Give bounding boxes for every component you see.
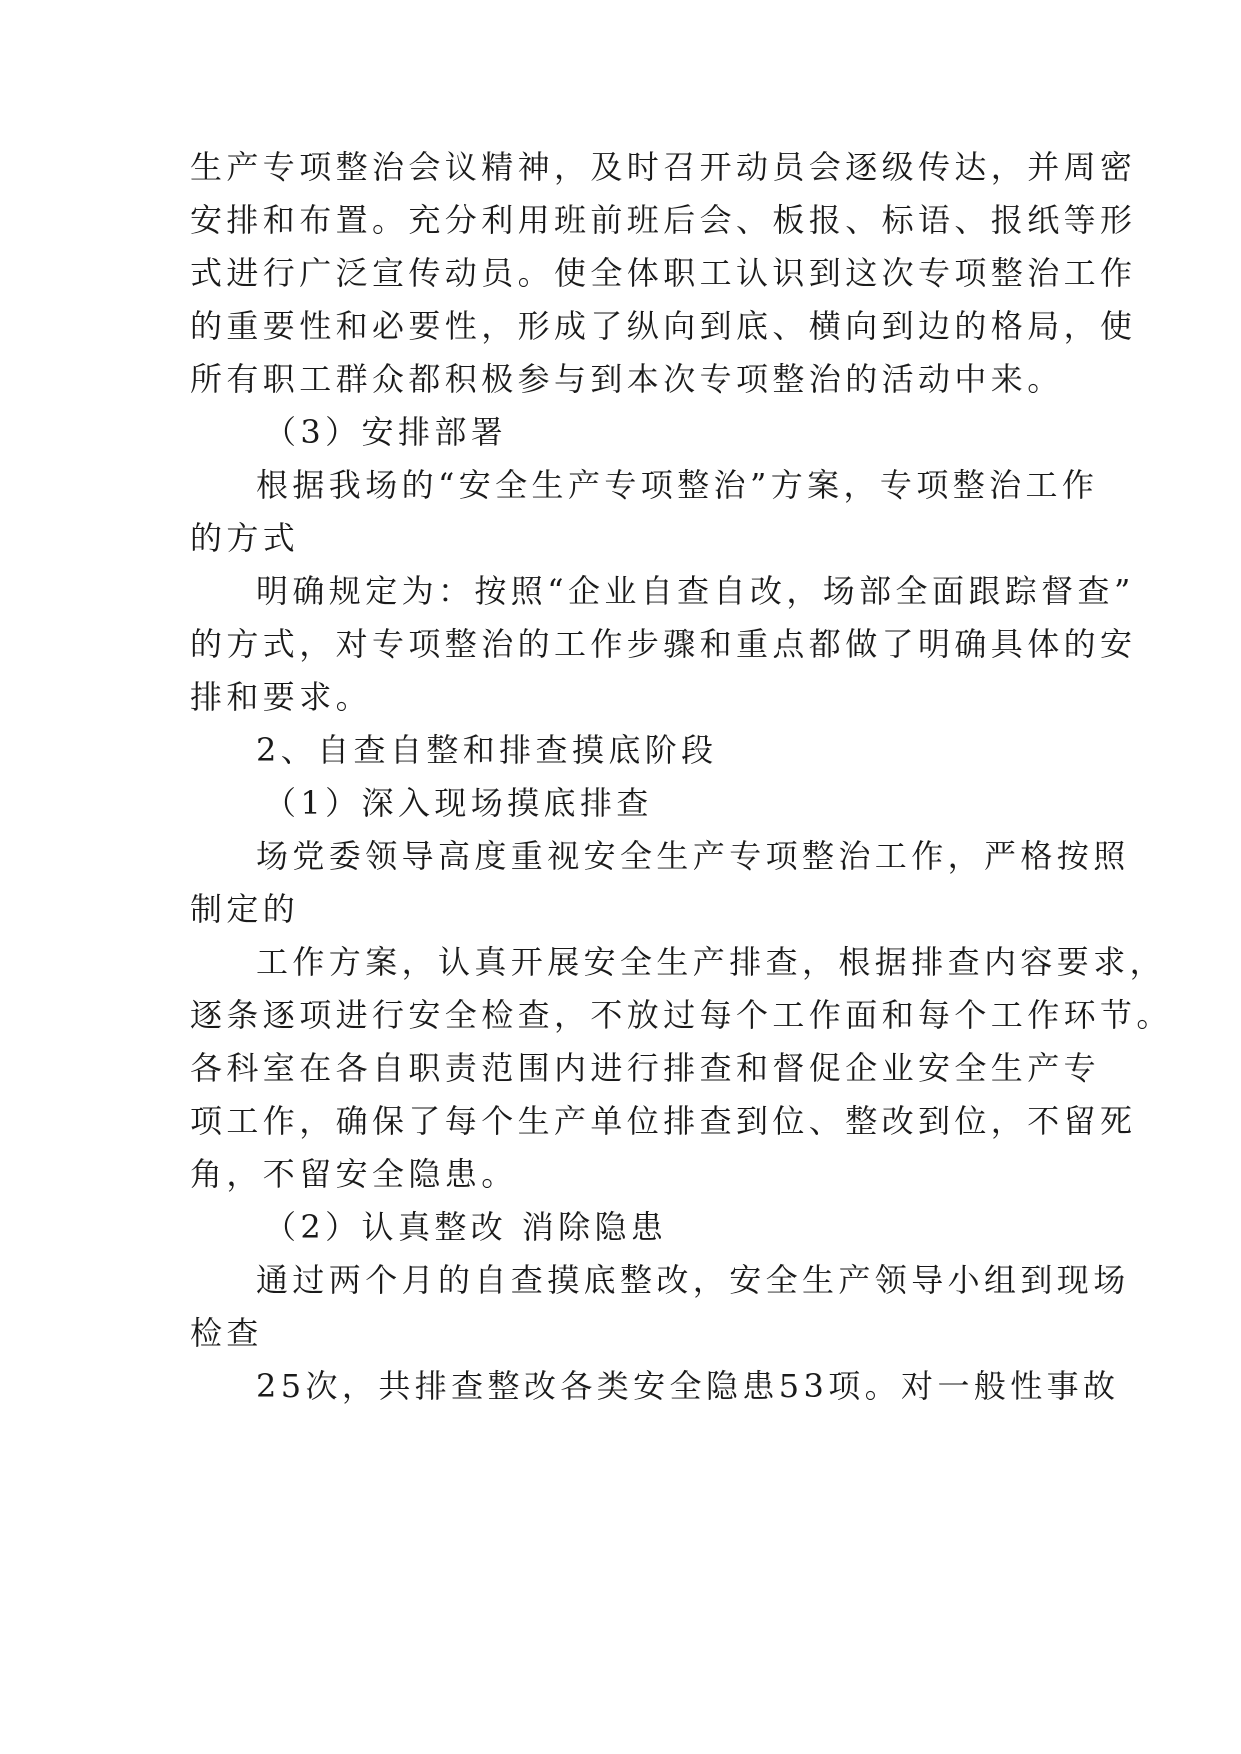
text-line: 明确规定为：按照“企业自查自改，场部全面跟踪督查”	[256, 572, 1135, 610]
text-line: 25次，共排查整改各类安全隐患53项。对一般性事故	[256, 1367, 1120, 1405]
text-line: 的方式	[190, 519, 300, 557]
section-heading: 2、自查自整和排查摸底阶段	[256, 731, 718, 769]
text-line: 通过两个月的自查摸底整改，安全生产领导小组到现场	[256, 1261, 1130, 1299]
text-line: 生产专项整治会议精神，及时召开动员会逐级传达，并周密	[190, 148, 1137, 186]
text-line: 角，不留安全隐患。	[190, 1155, 518, 1193]
text-line: 安排和布置。充分利用班前班后会、板报、标语、报纸等形	[190, 201, 1137, 239]
text-line: 式进行广泛宣传动员。使全体职工认识到这次专项整治工作	[190, 254, 1137, 292]
text-line: 排和要求。	[190, 678, 373, 716]
text-line: 检查	[190, 1314, 263, 1352]
text-line: 制定的	[190, 890, 300, 928]
text-line: 逐条逐项进行安全检查，不放过每个工作面和每个工作环节。	[190, 996, 1173, 1034]
text-line: 的重要性和必要性，形成了纵向到底、横向到边的格局，使	[190, 307, 1137, 345]
text-line: 的方式，对专项整治的工作步骤和重点都做了明确具体的安	[190, 625, 1137, 663]
text-line: 所有职工群众都积极参与到本次专项整治的活动中来。	[190, 360, 1064, 398]
section-heading: （1）深入现场摸底排查	[264, 784, 653, 822]
text-line: 项工作，确保了每个生产单位排查到位、整改到位，不留死	[190, 1102, 1137, 1140]
section-heading: （3）安排部署	[264, 413, 508, 451]
text-line: 各科室在各自职责范围内进行排查和督促企业安全生产专	[190, 1049, 1101, 1087]
section-heading: （2）认真整改 消除隐患	[264, 1208, 668, 1246]
text-line: 根据我场的“安全生产专项整治”方案，专项整治工作	[256, 466, 1099, 504]
text-line: 场党委领导高度重视安全生产专项整治工作，严格按照	[256, 837, 1130, 875]
text-line: 工作方案，认真开展安全生产排查，根据排查内容要求，	[256, 943, 1167, 981]
